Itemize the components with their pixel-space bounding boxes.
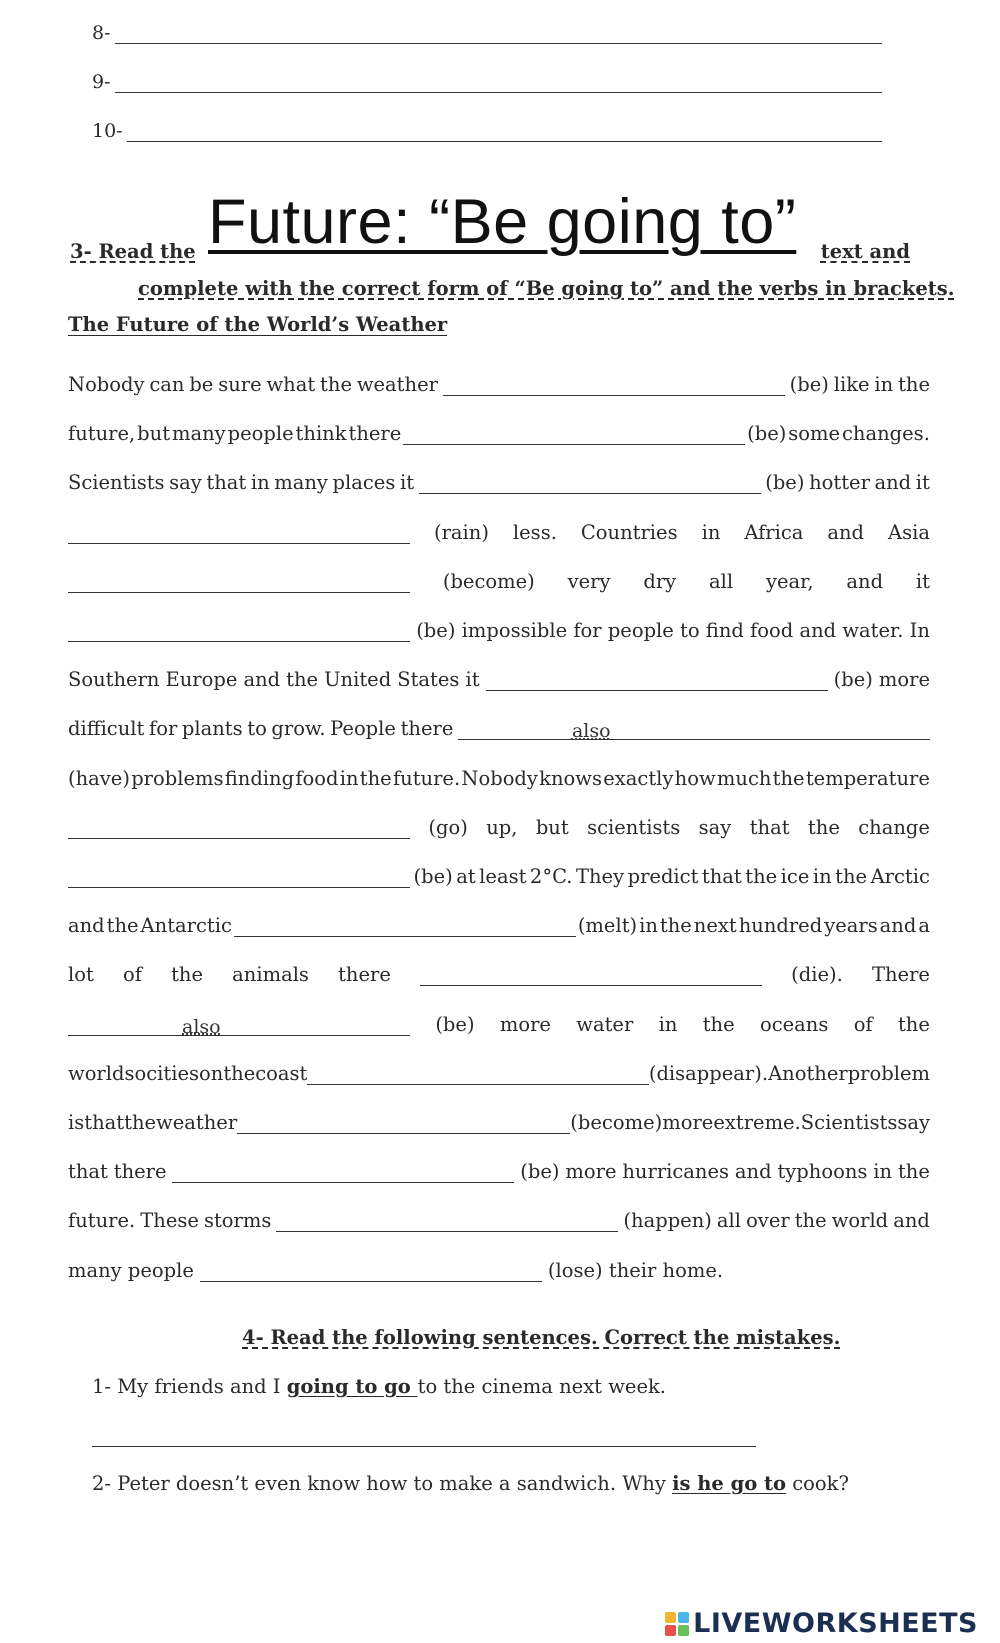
paragraph-word: but	[535, 815, 569, 839]
paragraph-word: problems	[131, 766, 224, 790]
paragraph-word: There	[871, 963, 930, 987]
paragraph-word: and	[799, 619, 837, 642]
paragraph-line	[68, 514, 930, 544]
paragraph-word: up,	[486, 815, 518, 839]
paragraph-word: for	[148, 717, 178, 741]
paragraph-word: that	[84, 1111, 125, 1134]
question-text: 1- My friends and I	[92, 1375, 287, 1398]
answer-blank[interactable]	[68, 623, 410, 642]
paragraph-word: Arctic	[870, 865, 930, 888]
paragraph-word: but	[137, 422, 171, 446]
verb-hint: (become)	[570, 1111, 663, 1134]
paragraph-word: impossible	[461, 619, 568, 642]
verb-hint: (be)	[789, 373, 829, 396]
paragraph-word: difficult	[68, 717, 145, 741]
paragraph-word: say	[698, 815, 732, 839]
mistake-phrase: is he go to	[672, 1472, 787, 1495]
paragraph-word: say	[897, 1111, 930, 1134]
paragraph-word: and	[68, 914, 105, 938]
paragraph-word: that	[206, 471, 247, 495]
answer-line-q1[interactable]	[92, 1428, 756, 1447]
paragraph-word: knows	[539, 766, 602, 790]
paragraph-word: more	[662, 1111, 714, 1134]
question-text: 2- Peter doesn’t even know how to make a sandwich. Why	[92, 1472, 673, 1495]
paragraph-line	[68, 858, 930, 888]
paragraph-word: and	[734, 1160, 772, 1184]
paragraph-word: Europe	[165, 668, 238, 692]
paragraph-word: over	[746, 1209, 790, 1233]
answer-rule	[115, 25, 882, 44]
paragraph-word: in	[339, 766, 359, 790]
paragraph-word: Scientists	[800, 1111, 898, 1134]
paragraph-word: very	[567, 569, 611, 593]
paragraph-word: They	[575, 865, 625, 888]
line-number: 10-	[92, 120, 123, 142]
verb-hint: (be)	[416, 619, 456, 642]
verb-hint: (be)	[765, 471, 805, 495]
paragraph-word: people	[607, 619, 674, 642]
paragraph-word: there	[113, 1160, 167, 1184]
answer-blank[interactable]	[458, 720, 930, 743]
paragraph-word: to	[247, 717, 267, 741]
paragraph-word: the	[286, 668, 319, 692]
paragraph-word: Scientists	[68, 471, 165, 495]
paragraph-word: sure	[218, 373, 262, 396]
paragraph-word: people	[227, 422, 294, 446]
paragraph-word: year,	[766, 569, 814, 593]
paragraph-word: all	[709, 569, 734, 593]
paragraph-word: oceans	[759, 1012, 829, 1036]
paragraph-word: hotter	[809, 471, 870, 495]
paragraph-word: the	[171, 963, 204, 987]
paragraph-word: the	[124, 1111, 157, 1134]
paragraph-word: Africa	[744, 520, 804, 544]
paragraph-word: in	[874, 373, 894, 396]
paragraph-word: future.	[392, 766, 461, 790]
paragraph-word: and	[874, 471, 912, 495]
paragraph-word: Nobody	[68, 373, 145, 396]
paragraph-line	[68, 1104, 930, 1134]
paragraph-word: hurricanes	[622, 1160, 730, 1184]
paragraph-word: it	[465, 668, 480, 692]
question-text: to the cinema next week.	[417, 1375, 667, 1398]
paragraph-word: United	[324, 668, 392, 692]
paragraph-word: These	[140, 1209, 199, 1233]
paragraph-word: the	[807, 815, 840, 839]
paragraph-word: extreme.	[713, 1111, 801, 1134]
answer-blank[interactable]	[68, 525, 410, 544]
paragraph-word: plants	[181, 717, 243, 741]
paragraph-word: years	[824, 914, 878, 938]
answer-blank[interactable]	[172, 1164, 514, 1183]
paragraph-word: world	[831, 1209, 889, 1233]
paragraph-line	[68, 415, 930, 445]
answer-blank[interactable]	[68, 820, 410, 839]
paragraph-line	[68, 956, 930, 986]
paragraph-word: States	[397, 668, 460, 692]
paragraph-word: the	[320, 373, 352, 396]
paragraph-word: the	[897, 1160, 930, 1184]
question-text: cook?	[786, 1472, 849, 1495]
paragraph-word: that	[68, 1160, 108, 1184]
answer-rule	[127, 123, 882, 142]
paragraph-word: more	[878, 668, 930, 692]
answer-line-10[interactable]	[92, 120, 882, 142]
paragraph-word: weather	[356, 373, 438, 396]
paragraph-word: and	[243, 668, 281, 692]
paragraph-word: food	[295, 766, 339, 790]
answer-blank[interactable]	[486, 672, 828, 691]
paragraph-word: world	[68, 1061, 125, 1085]
paragraph-word: find	[705, 619, 744, 642]
paragraph-word: all	[716, 1209, 742, 1233]
paragraph-word: it	[399, 471, 415, 495]
line-number: 8-	[92, 22, 111, 44]
answer-blank[interactable]	[68, 1017, 410, 1036]
paragraph-word: the	[106, 914, 139, 938]
paragraph-word: and	[879, 914, 917, 938]
answer-blank[interactable]	[443, 377, 785, 396]
paragraph-word: places	[332, 471, 396, 495]
paragraph-line	[68, 760, 930, 790]
paragraph-word: on	[199, 1061, 224, 1085]
paragraph-word: and	[893, 1209, 930, 1233]
paragraph-line	[68, 1055, 930, 1085]
paragraph-word: that	[701, 865, 742, 888]
paragraph-word: in	[250, 471, 270, 495]
paragraph-word: coast	[255, 1061, 308, 1085]
exercise3-label-right: text and	[820, 240, 910, 263]
paragraph-word: weather	[156, 1111, 238, 1134]
paragraph-word: temperature	[805, 766, 930, 790]
answer-blank[interactable]	[419, 475, 761, 494]
paragraph-word: the	[223, 1061, 256, 1085]
verb-hint: (be)	[413, 865, 453, 888]
paragraph-word: Countries	[580, 520, 678, 544]
answer-rule	[115, 74, 882, 93]
worksheet-title: Future: “Be going to”	[208, 187, 797, 257]
answer-blank[interactable]	[234, 918, 576, 937]
answer-blank[interactable]	[68, 869, 410, 888]
paragraph-word: storms	[203, 1209, 272, 1233]
answer-blank[interactable]	[420, 967, 762, 986]
paragraph-word: how	[674, 766, 716, 790]
paragraph-word: the	[897, 1012, 930, 1036]
paragraph-word: hundred	[738, 914, 823, 938]
paragraph-word: that	[749, 815, 790, 839]
paragraph-line	[68, 464, 930, 494]
paragraph-word: change	[858, 815, 930, 839]
paragraph-word: there	[348, 422, 402, 446]
paragraph-word: a	[918, 914, 930, 938]
logo-text: LIVEWORKSHEETS	[693, 1608, 978, 1639]
paragraph-word: in	[873, 1160, 893, 1184]
verb-hint: (be)	[435, 1012, 475, 1036]
paragraph-word: and	[846, 569, 884, 593]
paragraph-word: in	[812, 865, 832, 888]
paragraph-word: 2°C.	[529, 865, 573, 888]
paragraph-word: many	[274, 471, 328, 495]
paragraph-word: future.	[68, 1209, 136, 1233]
answer-blank[interactable]	[68, 574, 410, 593]
paragraph-line	[68, 1252, 930, 1282]
paragraph-line	[68, 661, 930, 691]
paragraph-line	[68, 710, 930, 743]
paragraph-line	[68, 907, 930, 937]
paragraph-word: least	[479, 865, 527, 888]
answer-line-9[interactable]	[92, 71, 882, 93]
paragraph-word: be	[189, 373, 214, 396]
exercise3-label-left: 3- Read the	[70, 240, 196, 263]
paragraph-word: some	[788, 422, 841, 446]
paragraph-word: in	[639, 914, 658, 938]
answer-blank[interactable]	[200, 1263, 542, 1282]
verb-hint: (be)	[520, 1160, 560, 1184]
paragraph-word: there	[400, 717, 454, 741]
paragraph-line	[68, 1202, 930, 1232]
verb-hint: (lose) their home.	[547, 1258, 724, 1282]
paragraph-word: of	[122, 963, 142, 987]
verb-hint: (happen)	[623, 1209, 712, 1233]
paragraph-word: Antarctic	[140, 914, 232, 938]
paragraph-word: it	[915, 471, 930, 495]
paragraph-word: dry	[643, 569, 677, 593]
liveworksheets-logo	[665, 1608, 978, 1639]
paragraph-word: less.	[512, 520, 557, 544]
paragraph-word: the	[794, 1209, 827, 1233]
paragraph-word: ice	[780, 865, 810, 888]
paragraph-word: cities	[146, 1061, 200, 1085]
answer-blank[interactable]	[276, 1213, 618, 1232]
paragraph-word: so	[124, 1061, 147, 1085]
paragraph-word: the	[659, 914, 692, 938]
paragraph-word: scientists	[587, 815, 681, 839]
verb-hint: (be)	[747, 422, 787, 446]
paragraph-word: the	[772, 766, 805, 790]
paragraph-word: exactly	[603, 766, 674, 790]
paragraph-word: water.	[842, 619, 904, 642]
paragraph-word: to	[680, 619, 700, 642]
answer-blank[interactable]	[403, 426, 745, 445]
paragraph-word: lot	[68, 963, 94, 987]
paragraph-line	[68, 1153, 930, 1183]
paragraph-word: say	[169, 471, 202, 495]
paragraph-word: many people	[68, 1258, 194, 1282]
paragraph-word: typhoons	[777, 1160, 868, 1184]
question-1	[92, 1375, 666, 1398]
paragraph-word: is	[68, 1111, 85, 1134]
paragraph-word: the	[359, 766, 392, 790]
paragraph-word: the	[745, 865, 778, 888]
paragraph-word: People	[330, 717, 396, 741]
paragraph-word: predict	[627, 865, 699, 888]
paragraph-word: Nobody	[461, 766, 538, 790]
mistake-phrase: going to go	[286, 1375, 418, 1398]
paragraph-word: future,	[68, 422, 136, 446]
paragraph-word: grow.	[271, 717, 326, 741]
verb-hint: (disappear).	[648, 1061, 769, 1085]
paragraph-word: changes.	[842, 422, 930, 446]
paragraph-word: more	[499, 1012, 551, 1036]
paragraph-word: in	[658, 1012, 678, 1036]
paragraph-word: what	[266, 373, 316, 396]
verb-hint: (melt)	[577, 914, 638, 938]
paragraph-line	[68, 809, 930, 839]
paragraph-word: many	[171, 422, 226, 446]
paragraph-word: like	[833, 373, 870, 396]
paragraph-word: the	[702, 1012, 735, 1036]
paragraph-word: water	[576, 1012, 634, 1036]
exercise4-instruction: 4- Read the following sentences. Correct the mistakes.	[242, 1326, 841, 1349]
verb-hint: (be)	[833, 668, 873, 692]
verb-hint: (have)	[68, 766, 130, 790]
paragraph-word: animals	[232, 963, 309, 987]
paragraph-word: Another	[768, 1061, 848, 1085]
paragraph-word: there	[338, 963, 391, 987]
paragraph-word: think	[295, 422, 347, 446]
paragraph-word: of	[853, 1012, 873, 1036]
paragraph-word: next	[693, 914, 737, 938]
paragraph-word: In	[909, 619, 930, 642]
paragraph-word: Asia	[888, 520, 930, 544]
logo-cubes-icon	[665, 1612, 689, 1636]
paragraph-word: at	[456, 865, 476, 888]
paragraph-word: problem	[847, 1061, 930, 1085]
paragraph-word: finding	[224, 766, 295, 790]
paragraph-word: Southern	[68, 668, 160, 692]
question-2	[92, 1472, 849, 1495]
prefilled-word: also	[571, 720, 611, 743]
answer-blank[interactable]	[307, 1066, 648, 1085]
paragraph-word: can	[149, 373, 185, 396]
verb-hint: (rain)	[433, 520, 489, 544]
paragraph-word: the	[835, 865, 868, 888]
prefilled-word: also	[182, 1015, 221, 1038]
paragraph-word: more	[565, 1160, 617, 1184]
paragraph-line	[68, 612, 930, 642]
paragraph-line	[68, 366, 930, 396]
paragraph-word: in	[701, 520, 721, 544]
exercise3-instruction: complete with the correct form of “Be going to” and the verbs in brackets.	[138, 277, 955, 300]
answer-blank[interactable]	[237, 1115, 570, 1134]
paragraph-line	[68, 1006, 930, 1036]
paragraph-word: it	[915, 569, 930, 593]
paragraph-word: much	[716, 766, 772, 790]
paragraph-word: the	[898, 373, 930, 396]
reading-heading: The Future of the World’s Weather	[68, 313, 448, 336]
verb-hint: (go)	[428, 815, 468, 839]
paragraph-word: and	[827, 520, 865, 544]
line-number: 9-	[92, 71, 111, 93]
answer-line-8[interactable]	[92, 22, 882, 44]
verb-hint: (become)	[442, 569, 535, 593]
verb-hint: (die).	[791, 963, 843, 987]
paragraph-line	[68, 563, 930, 593]
paragraph-word: for	[573, 619, 602, 642]
paragraph-word: food	[750, 619, 794, 642]
